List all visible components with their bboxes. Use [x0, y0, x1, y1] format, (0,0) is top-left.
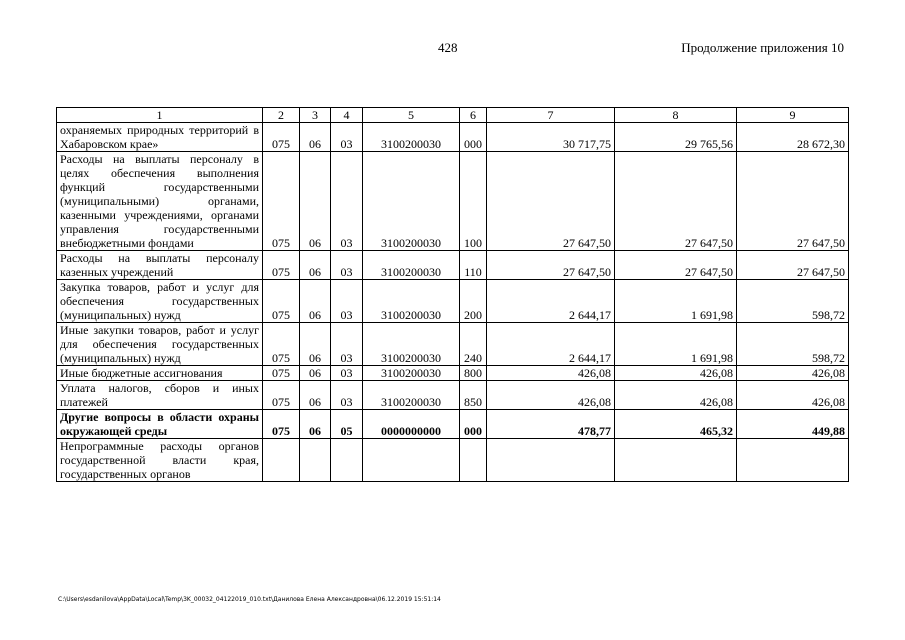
cell-c3: 06	[300, 123, 331, 152]
cell-c4: 03	[331, 366, 363, 381]
cell-c5: 3100200030	[363, 251, 460, 280]
row-description: Расходы на выплаты персоналу в целях обеспечения выполнения функций государственными (муниципальными) органами, казенными учреждениями, органами управления государственными внебюджетными фондами	[57, 152, 263, 251]
row-description: Уплата налогов, сборов и иных платежей	[57, 381, 263, 410]
cell-c2: 075	[263, 410, 300, 439]
cell-c5: 3100200030	[363, 123, 460, 152]
cell-c8: 27 647,50	[615, 152, 737, 251]
cell-c7: 426,08	[487, 381, 615, 410]
cell-c3: 06	[300, 366, 331, 381]
cell-c4: 05	[331, 410, 363, 439]
cell-c8: 29 765,56	[615, 123, 737, 152]
column-numbers-row	[57, 108, 849, 123]
cell-c2: 075	[263, 123, 300, 152]
cell-c8: 1 691,98	[615, 323, 737, 366]
cell-c3: 06	[300, 280, 331, 323]
row-description: Иные бюджетные ассигнования	[57, 366, 263, 381]
cell-c9: 27 647,50	[737, 152, 849, 251]
table-row	[57, 410, 849, 439]
budget-table	[56, 107, 849, 482]
cell-c2: 075	[263, 251, 300, 280]
cell-c9	[737, 439, 849, 482]
cell-c7: 478,77	[487, 410, 615, 439]
cell-c6: 200	[460, 280, 487, 323]
cell-c4: 03	[331, 381, 363, 410]
row-description: Закупка товаров, работ и услуг для обеспечения государственных (муниципальных) нужд	[57, 280, 263, 323]
cell-c8	[615, 439, 737, 482]
cell-c4	[331, 439, 363, 482]
file-path-footer: C:\Users\esdanilova\AppData\Local\Temp\3K_00032_04122019_010.txt\Данилова Елена Александровна\06.12.2019 15:51:14	[58, 596, 441, 603]
row-description: Непрограммные расходы органов государственной власти края, государственных органов	[57, 439, 263, 482]
cell-c2: 075	[263, 381, 300, 410]
table-row	[57, 123, 849, 152]
table-row	[57, 381, 849, 410]
cell-c6: 000	[460, 410, 487, 439]
cell-c4: 03	[331, 280, 363, 323]
cell-c3: 06	[300, 152, 331, 251]
cell-c2: 075	[263, 152, 300, 251]
cell-c7: 2 644,17	[487, 323, 615, 366]
cell-c9: 426,08	[737, 366, 849, 381]
column-header: 8	[615, 108, 737, 123]
cell-c4: 03	[331, 323, 363, 366]
cell-c4: 03	[331, 123, 363, 152]
cell-c4: 03	[331, 152, 363, 251]
cell-c6: 110	[460, 251, 487, 280]
cell-c9: 598,72	[737, 323, 849, 366]
row-description: охраняемых природных территорий в Хабаровском крае»	[57, 123, 263, 152]
column-header: 5	[363, 108, 460, 123]
table-row	[57, 152, 849, 251]
cell-c8: 426,08	[615, 366, 737, 381]
cell-c9: 27 647,50	[737, 251, 849, 280]
cell-c8: 426,08	[615, 381, 737, 410]
cell-c6: 000	[460, 123, 487, 152]
row-description: Иные закупки товаров, работ и услуг для обеспечения государственных (муниципальных) нужд	[57, 323, 263, 366]
page-number: 428	[438, 40, 458, 55]
cell-c8: 1 691,98	[615, 280, 737, 323]
continuation-header: Продолжение приложения 10	[681, 40, 844, 55]
column-header: 2	[263, 108, 300, 123]
cell-c3: 06	[300, 410, 331, 439]
table-row	[57, 251, 849, 280]
table-row	[57, 366, 849, 381]
cell-c2	[263, 439, 300, 482]
column-header: 3	[300, 108, 331, 123]
cell-c6: 240	[460, 323, 487, 366]
cell-c5	[363, 439, 460, 482]
table-row	[57, 280, 849, 323]
cell-c3: 06	[300, 323, 331, 366]
cell-c7	[487, 439, 615, 482]
column-header: 9	[737, 108, 849, 123]
row-description: Расходы на выплаты персоналу казенных учреждений	[57, 251, 263, 280]
cell-c6: 100	[460, 152, 487, 251]
cell-c7: 27 647,50	[487, 152, 615, 251]
cell-c8: 465,32	[615, 410, 737, 439]
column-header: 1	[57, 108, 263, 123]
cell-c5: 3100200030	[363, 280, 460, 323]
column-header: 6	[460, 108, 487, 123]
cell-c7: 426,08	[487, 366, 615, 381]
cell-c5: 3100200030	[363, 152, 460, 251]
cell-c7: 2 644,17	[487, 280, 615, 323]
cell-c3: 06	[300, 381, 331, 410]
cell-c3	[300, 439, 331, 482]
cell-c9: 449,88	[737, 410, 849, 439]
cell-c5: 3100200030	[363, 366, 460, 381]
cell-c7: 30 717,75	[487, 123, 615, 152]
cell-c6: 850	[460, 381, 487, 410]
cell-c7: 27 647,50	[487, 251, 615, 280]
cell-c2: 075	[263, 366, 300, 381]
table-row	[57, 439, 849, 482]
cell-c5: 3100200030	[363, 323, 460, 366]
cell-c5: 0000000000	[363, 410, 460, 439]
cell-c6	[460, 439, 487, 482]
cell-c9: 426,08	[737, 381, 849, 410]
column-header: 4	[331, 108, 363, 123]
cell-c5: 3100200030	[363, 381, 460, 410]
row-description: Другие вопросы в области охраны окружающей среды	[57, 410, 263, 439]
cell-c9: 28 672,30	[737, 123, 849, 152]
cell-c3: 06	[300, 251, 331, 280]
cell-c9: 598,72	[737, 280, 849, 323]
cell-c2: 075	[263, 323, 300, 366]
column-header: 7	[487, 108, 615, 123]
table-row	[57, 323, 849, 366]
cell-c4: 03	[331, 251, 363, 280]
cell-c8: 27 647,50	[615, 251, 737, 280]
cell-c2: 075	[263, 280, 300, 323]
cell-c6: 800	[460, 366, 487, 381]
